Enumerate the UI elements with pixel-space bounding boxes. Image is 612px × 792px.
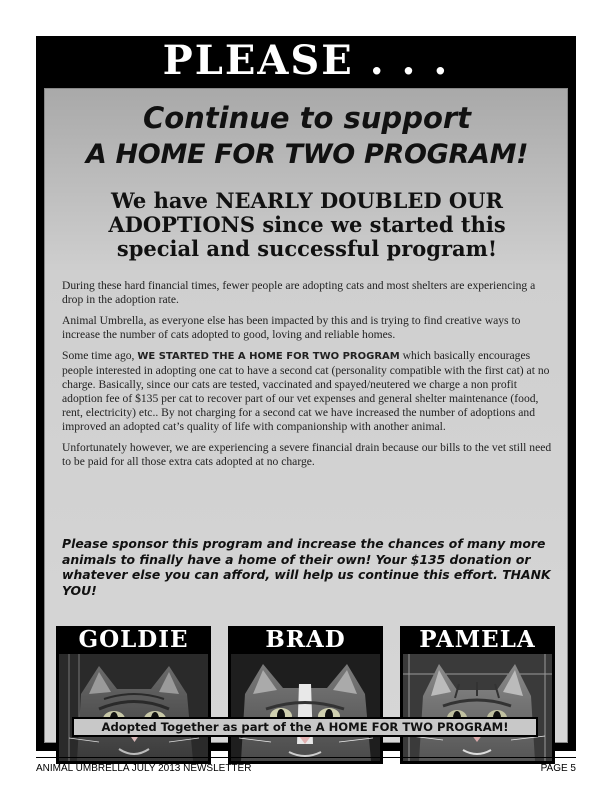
footer-newsletter-title: ANIMAL UMBRELLA JULY 2013 NEWSLETTER	[36, 763, 252, 774]
cat-name: PAMELA	[419, 626, 536, 653]
footer-rule	[36, 757, 576, 758]
cat-card-brad	[228, 626, 383, 764]
paragraph-3-start: Some time ago,	[62, 349, 138, 362]
cat-name: BRAD	[265, 626, 346, 653]
paragraph-4: Unfortunately however, we are experiencing a severe financial drain because our bills to the vet still need to be paid for all those extra cats adopted at no charge.	[62, 441, 552, 468]
paragraph-3	[62, 349, 554, 434]
cat-photo-goldie	[59, 654, 208, 761]
headline-subtitle: We have NEARLY DOUBLED OUR ADOPTIONS since we started this special and successful program!	[108, 188, 506, 261]
cat-card-goldie	[56, 626, 211, 764]
cat-name: GOLDIE	[78, 626, 189, 653]
paragraph-3-emphasis: WE STARTED THE A HOME FOR TWO PROGRAM	[137, 351, 400, 362]
sponsor-plea: Please sponsor this program and increase the chances of many more animals to finally have a home of their own! Your $135 donation or whatever else you can afford, will help us continue this effort. THANK YOU!	[62, 536, 551, 598]
cat-card-pamela	[400, 626, 555, 764]
header-title: PLEASE . . .	[162, 37, 450, 84]
adopted-caption: Adopted Together as part of the A HOME FOR TWO PROGRAM!	[72, 717, 538, 737]
paragraph-2: Animal Umbrella, as everyone else has been impacted by this and is trying to find creative ways to increase the number of cats adopted to good, loving and reliable homes.	[62, 314, 521, 341]
paragraph-1: During these hard financial times, fewer people are adopting cats and most shelters are experiencing a drop in the adoption rate.	[62, 279, 536, 306]
paragraph-3-rest: which basically encourages people interested in adopting one cat to have a second cat (personality compatible with the first cat) at no charge. Basically, since our cats are tested, vaccinated and spayed/neutered we charge a non profit adoption fee of $135 per cat to recover part of our vet expenses and general shelter maintenance (food, rent, electricity) etc.. By not charging for a second cat we have increased the number of adoptions and improved an adopted cat’s quality of life with companionship with another animal.	[62, 349, 550, 433]
cat-photo-pamela	[403, 654, 552, 761]
body-text	[62, 279, 554, 476]
footer-page-number: PAGE 5	[540, 763, 576, 774]
cat-photo-brad	[231, 654, 380, 761]
flyer-frame	[36, 36, 576, 751]
content-panel	[44, 88, 568, 743]
headline-line2: A HOME FOR TWO PROGRAM!	[85, 139, 529, 170]
headline-line1: Continue to support	[142, 101, 472, 135]
